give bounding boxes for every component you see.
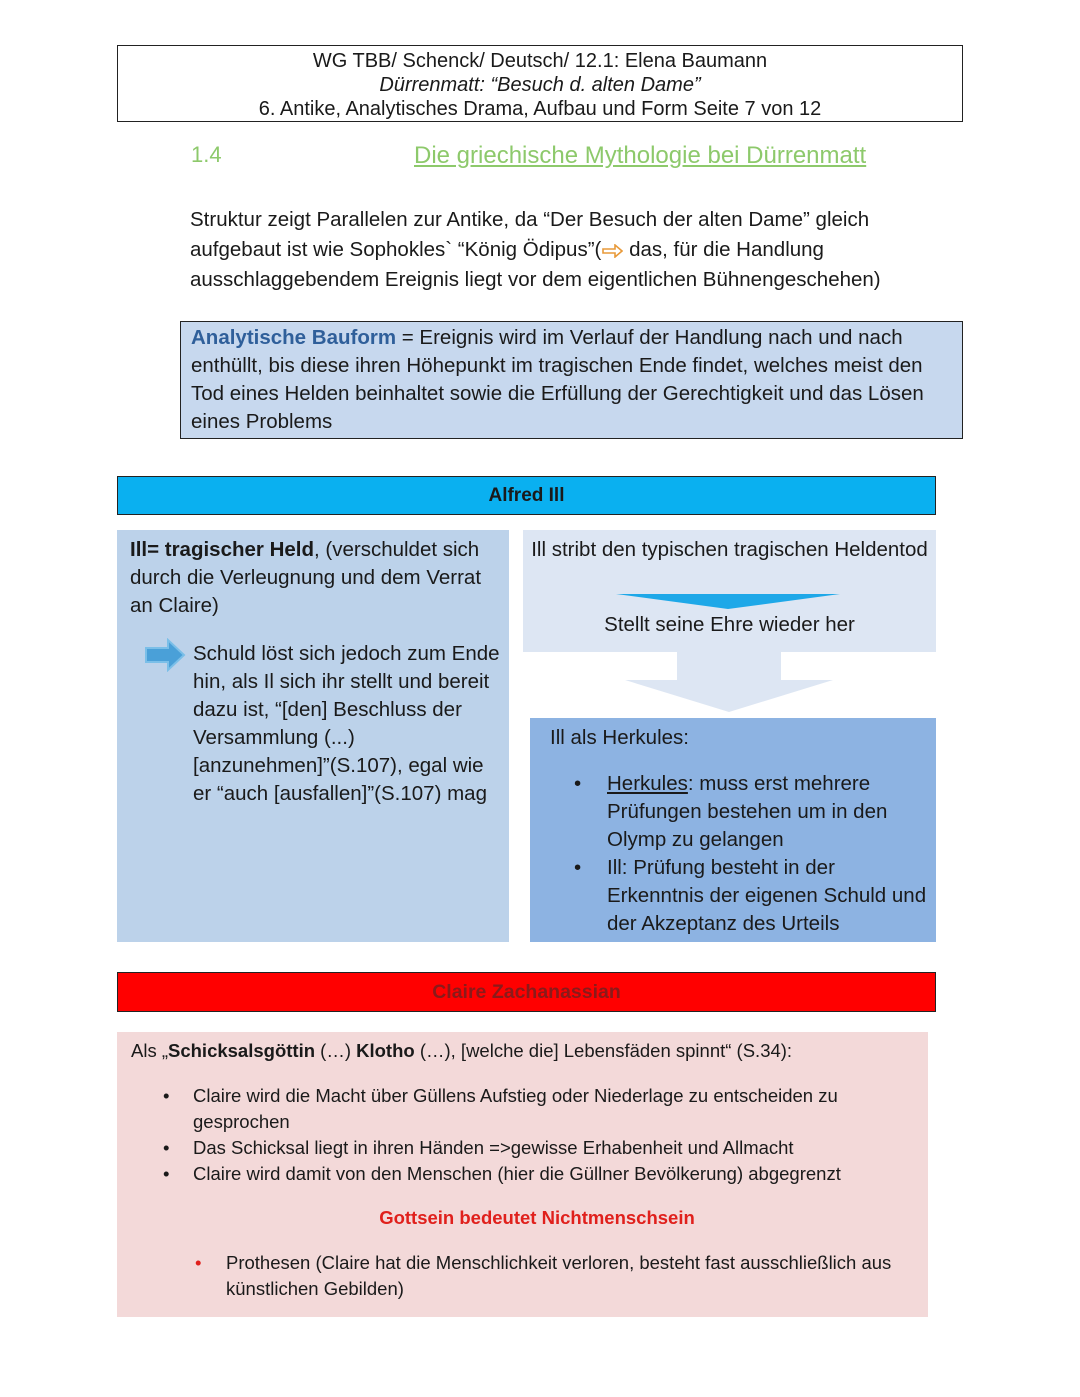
definition-text: = Ereignis wird im Verlauf der Handlung nach und nach enthüllt, bis diese ihren Höhepunkt im tragischen Ende findet, welches meist den Tod eines Helden beinhaltet sowie die Erfüllung der Gerechtigkeit und das Lösen eines Problems (191, 326, 924, 433)
alfred-title-bar: Alfred Ill (117, 476, 936, 515)
herkules-box (530, 718, 936, 942)
intro-rest: (…), [welche die] Lebensfäden spinnt“ (S.34): (414, 1040, 793, 1061)
claire-intro (131, 1038, 921, 1064)
hero-description (130, 536, 497, 620)
intro-text-1: Struktur zeigt Parallelen zur Antike, da “Der Besuch der alten Dame” gleich aufgebaut ist wie Sophokles` “König Ödipus”( (190, 208, 870, 261)
heldentod-box (523, 530, 936, 652)
herkules-item-text: Ill: Prüfung besteht in der Erkenntnis der eigenen Schuld und der Akzeptanz des Urteils (607, 856, 927, 935)
claire-list (117, 1083, 893, 1187)
herkules-item-text: : muss erst mehrere Prüfungen bestehen um in den Olymp zu gelangen (607, 772, 888, 851)
herkules-term: Herkules (607, 772, 688, 795)
definition-term: Analytische Bauform (191, 326, 397, 349)
guilt-text: Schuld löst sich jedoch zum Ende hin, als Il sich ihr stellt und bereit dazu ist, “[den] Beschluss der Versammlung (...) [anzunehmen]”(S.107), egal wie er “auch [ausfallen]”(S.107) mag (193, 642, 500, 805)
arrow-right-icon (144, 638, 186, 672)
heldentod-text: Ill stribt den typischen tragischen Heldentod (531, 538, 928, 561)
honor-text: Stellt seine Ehre wieder her (604, 613, 855, 636)
wedge-arrow-icon (616, 594, 840, 610)
schicksalsgoettin-term: Schicksalsgöttin (168, 1040, 316, 1061)
list-item (607, 770, 937, 854)
header-line-2: Dürrenmatt: “Besuch d. alten Dame” (379, 74, 701, 96)
claire-red-list (117, 1250, 906, 1302)
header-line-3: 6. Antike, Analytisches Drama, Aufbau und Form Seite 7 von 12 (258, 98, 822, 120)
herkules-heading: Ill als Herkules: (550, 726, 689, 749)
hero-label: Ill= tragischer Held (130, 538, 314, 561)
header-line-1: WG TBB/ Schenck/ Deutsch/ 12.1: Elena Baumann (312, 50, 768, 72)
list-item: • Das Schicksal liegt in ihren Händen =>gewisse Erhabenheit und Allmacht (193, 1135, 893, 1161)
hero-text: , (verschuldet sich durch die Verleugnung und dem Verrat an Claire) (130, 538, 482, 617)
down-arrow-icon (623, 650, 835, 714)
list-item: • Claire wird die Macht über Güllens Aufstieg oder Niederlage zu entscheiden zu gesprochen (193, 1083, 893, 1135)
definition-box (180, 321, 963, 439)
alfred-hero-box (117, 530, 509, 942)
document-header (117, 45, 963, 122)
list-item: • Claire wird damit von den Menschen (hier die Güllner Bevölkerung) abgegrenzt (193, 1161, 893, 1187)
list-item (607, 854, 937, 938)
intro-ellipsis: (…) (315, 1040, 357, 1061)
intro-paragraph (190, 205, 930, 295)
herkules-list (530, 770, 937, 938)
claire-title-bar: Claire Zachanassian (117, 972, 936, 1012)
intro-text-2: das, für die Handlung ausschlaggebendem Ereignis liegt vor dem eigentlichen Bühnengeschehen) (190, 238, 881, 291)
klotho-term: Klotho (356, 1040, 415, 1061)
list-item: • Prothesen (Claire hat die Menschlichkeit verloren, besteht fast ausschließlich aus künstlichen Gebilden) (226, 1250, 906, 1302)
claire-box (117, 1032, 928, 1317)
double-arrow-icon (601, 244, 623, 258)
claire-motto: Gottsein bedeutet Nichtmenschsein (379, 1207, 695, 1228)
section-number: 1.4 (191, 142, 222, 167)
intro-quote-open: Als „ (131, 1040, 168, 1061)
section-title: Die griechische Mythologie bei Dürrenmatt (414, 142, 867, 169)
